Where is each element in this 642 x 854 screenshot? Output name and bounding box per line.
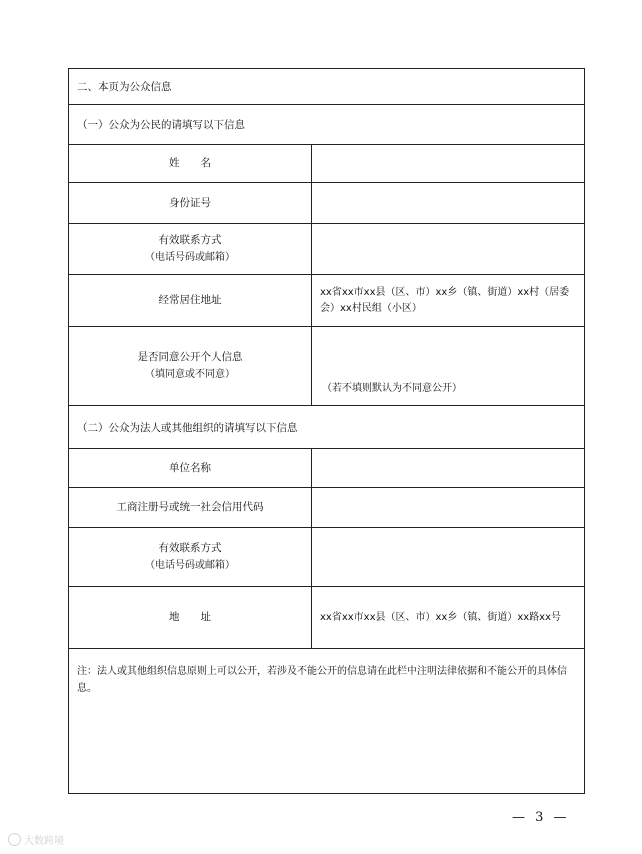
- citizen-id-field[interactable]: [312, 183, 584, 223]
- org-address-field[interactable]: [312, 587, 584, 648]
- org-address-label: 地 址: [69, 587, 312, 648]
- subsection-org-title: （二）公众为法人或其他组织的请填写以下信息: [77, 421, 298, 434]
- org-unit-row: [69, 449, 584, 488]
- org-unit-label: 单位名称: [69, 449, 312, 487]
- org-contact-label: 有效联系方式 （电话号码或邮箱）: [69, 528, 312, 586]
- watermark-logo-icon: [8, 833, 21, 846]
- citizen-address-row: [69, 275, 584, 327]
- org-reg-field[interactable]: [312, 488, 584, 527]
- watermark-text: 大数跨境: [24, 836, 64, 847]
- citizen-id-row: [69, 183, 584, 224]
- org-note-row: [69, 649, 584, 793]
- citizen-address-label: 经常居住地址: [69, 275, 312, 326]
- org-unit-field[interactable]: [312, 449, 584, 487]
- org-contact-row: [69, 528, 584, 587]
- subsection-citizen-header: [69, 105, 584, 145]
- citizen-name-field[interactable]: [312, 145, 584, 182]
- org-address-template: xx省xx市xx县（区、市）xx乡（镇、街道）xx路xx号: [320, 611, 562, 623]
- citizen-contact-label: 有效联系方式 （电话号码或邮箱）: [69, 224, 312, 274]
- citizen-contact-field[interactable]: [312, 224, 584, 274]
- org-contact-field[interactable]: [312, 528, 584, 586]
- section-public-info-header: [69, 69, 584, 105]
- citizen-id-label: 身份证号: [69, 183, 312, 223]
- citizen-contact-row: [69, 224, 584, 275]
- citizen-name-label: 姓 名: [69, 145, 312, 182]
- citizen-name-row: [69, 145, 584, 183]
- citizen-consent-field[interactable]: [312, 327, 584, 405]
- org-reg-row: [69, 488, 584, 528]
- page-number: — 3 —: [512, 810, 570, 825]
- citizen-consent-row: [69, 327, 584, 406]
- citizen-address-field[interactable]: [312, 275, 584, 326]
- subsection-org-header: [69, 406, 584, 449]
- citizen-address-template: xx省xx市xx县（区、市）xx乡（镇、街道）xx村（居委会）xx村民组（小区）: [320, 286, 570, 314]
- subsection-citizen-title: （一）公众为公民的请填写以下信息: [77, 119, 245, 131]
- org-address-row: [69, 587, 584, 649]
- org-disclosure-note: 注：法人或其他组织信息原则上可以公开，若涉及不能公开的信息请在此栏中注明法律依据和不能公开的具体信息。: [77, 666, 567, 694]
- consent-default-note: （若不填则默认为不同意公开）: [322, 383, 462, 394]
- watermark: [8, 832, 64, 847]
- citizen-consent-label: 是否同意公开个人信息 （填同意或不同意）: [69, 327, 312, 405]
- org-reg-label: 工商注册号或统一社会信用代码: [69, 488, 312, 527]
- section-public-title: 二、本页为公众信息: [77, 81, 172, 93]
- public-info-form: [68, 68, 585, 794]
